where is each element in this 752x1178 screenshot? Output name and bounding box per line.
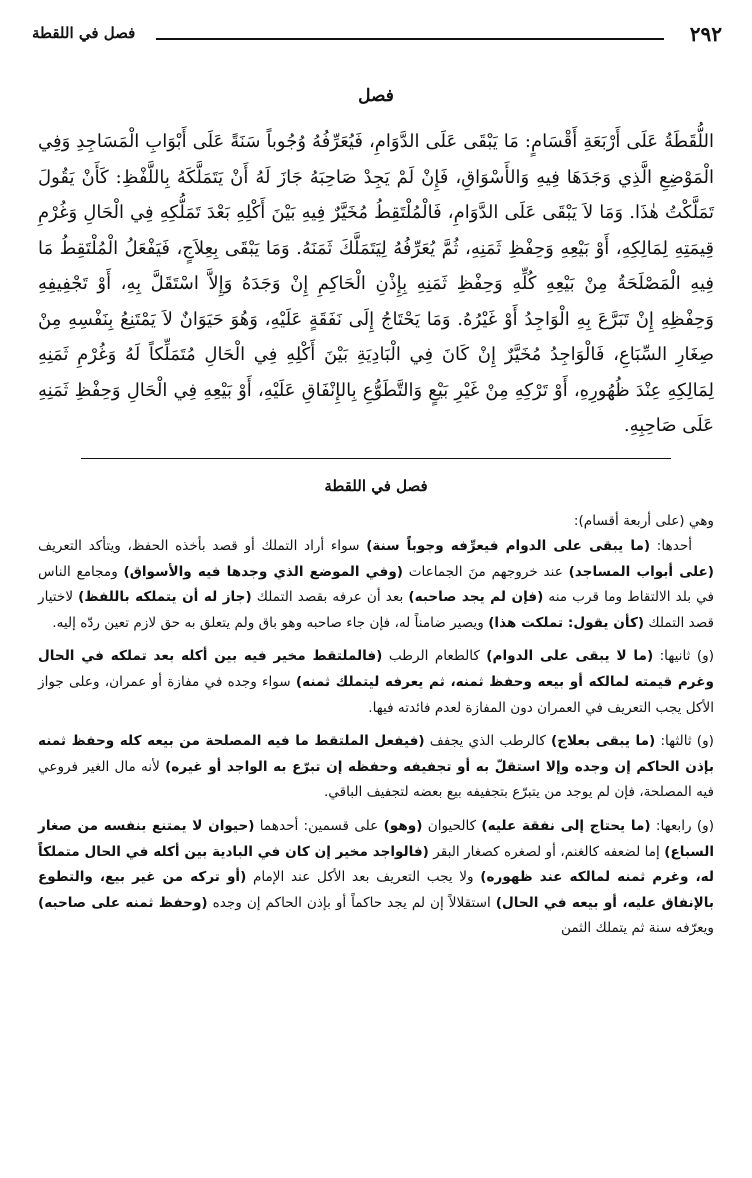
page-number: ٢٩٢ <box>689 22 722 46</box>
text-run: لاختيار قصد التملك <box>38 589 714 631</box>
text-run: إما لضعفه كالغنم، أو لصغره كصغار البقر <box>428 843 665 860</box>
sharh-title: فصل في اللقطة <box>324 476 428 495</box>
matn-quote: (ما يحتاج إلى نفقة عليه) <box>481 818 651 835</box>
sharh-paragraph-3 <box>38 729 714 806</box>
sharh-paragraph-1 <box>38 534 714 636</box>
text-run: سواء أراد التملك أو قصد بأخذه الحفظ، ويتأكد التعريف <box>38 538 367 555</box>
text-run: سواء وجده في مفازة أو عمران، وعلى جواز الأكل يجب التعريف في العمران دون المفازة لعدم فائدته فيها. <box>38 674 714 716</box>
text-run: كالرطب الذي يجفف <box>424 733 552 750</box>
book-page <box>26 18 726 942</box>
text-run: بعد أن عرفه بقصد التملك <box>251 589 409 606</box>
running-title: فصل في اللقطة <box>32 24 136 42</box>
matn-quote: (كأن يقول: تملكت هذا) <box>488 614 645 631</box>
text-run: كالحيوان <box>422 818 482 835</box>
matn-text: اللُّقَطَةُ عَلَى أَرْبَعَةِ أَقْسَامٍ: مَا يَبْقَى عَلَى الدَّوَامِ، فَيُعَرِّفُهُ وُجُوباً سَنَةً عَلَى أَبْوَابِ الْمَسَاجِدِ وَفِي الْمَوْضِعِ الَّذِي وَجَدَهَا فِيهِ وَالأَسْوَاقِ، فَإِنْ لَمْ يَجِدْ صَاحِبَهُ جَازَ لَهُ أَنْ يَتَمَلَّكَهُ بِاللَّفْظِ: كَأَنْ يَقُولَ تَمَلَّكْتُ هٰذَا. وَمَا لاَ يَبْقَى عَلَى الدَّوَامِ، فَالْمُلْتَقِطُ مُخَيَّرٌ فِيهِ بَيْنَ أَكْلِهِ بَعْدَ تَمَلُّكِهِ فِي الْحَالِ وَغُرْمِ قِيمَتِهِ لِمَالِكِهِ، أَوْ بَيْعِهِ وَحِفْظِ ثَمَنِهِ، ثُمَّ يُعَرِّفُهُ لِيَتَمَلَّكَ ثَمَنَهُ. وَمَا يَبْقَى بِعِلاَجٍ، فَيَفْعَلُ الْمُلْتَقِطُ مَا فِيهِ الْمَصْلَحَةُ مِنْ بَيْعِهِ كُلِّهِ وَحِفْظِ ثَمَنِهِ بِإِذْنِ الْحَاكِمِ إِنْ وَجَدَهُ وَإِلاَّ اسْتَقَلَّ بِهِ، أَوْ تَجْفِيفِهِ وَحِفْظِهِ إِنْ تَبَرَّعَ بِهِ الْوَاجِدُ أَوْ غَيْرُهُ. وَمَا يَحْتَاجُ إِلَى نَفَقَةٍ عَلَيْهِ، وَهُوَ حَيَوَانٌ لاَ يَمْتَنِعُ بِنَفْسِهِ مِنْ صِغَارِ السِّبَاعِ، فَالْوَاجِدُ مُخَيَّرٌ إِنْ كَانَ فِي الْبَادِيَةِ بَيْنَ أَكْلِهِ فِي الْحَالِ مُتَمَلِّكاً لَهُ وَغُرْمِ ثَمَنِهِ لِمَالِكِهِ عِنْدَ ظُهُورِهِ، أَوْ تَرْكِهِ مِنْ غَيْرِ بَيْعٍ وَالتَّطَوُّعِ بِالإِنْفَاقِ عَلَيْهِ، أَوْ بَيْعِهِ فِي الْحَالِ وَحِفْظِ ثَمَنِهِ عَلَى صَاحِبِهِ. <box>38 131 714 436</box>
matn-quote: (ما لا يبقى على الدوام) <box>486 648 654 665</box>
text-run: كالطعام الرطب <box>382 648 487 665</box>
text-run: لأنه مال الغير فروعي فيه المصلحة، فإن لم يوجد من يتبرّع بتجفيفه بيع بعضه لتجفيف الباقي. <box>38 758 714 801</box>
matn-quote: (فيفعل الملتقط ما فيه المصلحة من بيعه كله وحفظ ثمنه بإذن الحاكم إن وجده وإلا استقلّ به أو تجفيفه وحفظه إن تبرّع به الواجد أو غيره) <box>38 733 715 775</box>
text-run: ومجامع الناس في بلد الالتقاط وما قرب منه <box>38 563 714 606</box>
text-run: ويصير ضامناً له، فإن جاء صاحبه وهو باق ولم يتعلق به حق لازم تعين ردّه إليه. <box>52 614 489 631</box>
sharh-intro: وهي (على أربعة أقسام): <box>573 512 714 529</box>
matn-quote: (أو تركه من غير بيع، والتطوع بالإنفاق عليه، أو بيعه في الحال) <box>38 869 714 911</box>
matn-quote: (وحفظ ثمنه على صاحبه) <box>38 894 208 911</box>
text-run: استقلالاً إن لم يجد حاكماً أو بإذن الحاكم إن وجده <box>207 894 496 911</box>
sharh-commentary <box>38 509 714 943</box>
text-run: ويعرّفه سنة ثم يتملك الثمن <box>560 920 714 937</box>
page-header <box>26 18 726 48</box>
section-divider <box>81 458 671 459</box>
sharh-paragraph-2 <box>38 644 714 721</box>
text-run: (و) ثانيها: <box>653 648 714 665</box>
sharh-paragraph-4 <box>38 814 714 942</box>
matn-quote: (ما يبقى على الدوام فيعرِّفه وجوباً سنة) <box>366 538 651 555</box>
matn-quote: (على أبواب المساجد) <box>568 563 714 580</box>
matn-quote: (فإن لم يجد صاحبه) <box>408 589 544 606</box>
text-run: ولا يجب التعريف بعد الأكل عند الإمام <box>246 869 481 886</box>
matn-quote: (فالواجد مخير إن كان في البادية بين أكله في الحال متملكاً له، وغرم ثمنه لمالكه عند ظهوره) <box>38 843 715 886</box>
text-run: (و) ثالثها: <box>655 733 714 750</box>
matn-quote: (فالملتقط مخير فيه بين أكله بعد تملكه في الحال وغرم قيمته لمالكه أو بيعه وحفظ ثمنه، ثم يعرفه ليتملك ثمنه) <box>38 648 714 691</box>
matn-quote: (ما يبقى بعلاج) <box>551 733 656 750</box>
matn-quote: (وهو) <box>383 818 423 835</box>
matn-quote: (حيوان لا يمتنع بنفسه من صغار السباع) <box>38 818 714 860</box>
text-run: على قسمين: أحدهما <box>254 818 384 835</box>
matn-quote: (وفي الموضع الذي وجدها فيه والأسواق) <box>123 563 403 580</box>
text-run: عند خروجهم منَ الجماعات <box>402 563 569 580</box>
matn-title: فصل <box>358 86 394 106</box>
text-run: أحدها: <box>650 538 693 555</box>
header-rule <box>156 38 664 40</box>
text-run: (و) رابعها: <box>650 818 715 835</box>
matn-quote: (جاز له أن يتملكه باللفظ) <box>78 589 252 606</box>
